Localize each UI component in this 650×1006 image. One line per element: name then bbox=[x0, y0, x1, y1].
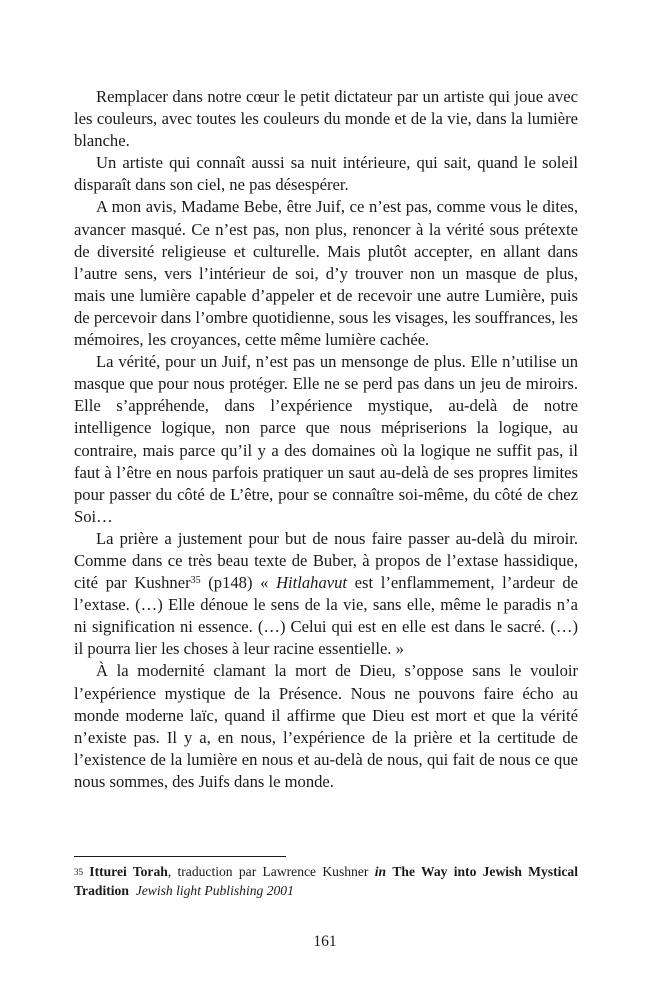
footnote-in: in bbox=[374, 864, 387, 879]
footnote-reference[interactable]: 35 bbox=[190, 575, 201, 587]
paragraph-3: A mon avis, Madame Bebe, être Juif, ce n’est pas, comme vous le dites, avancer masqué. Ce n’est pas, non plus, renoncer à la vérité sous prétexte de diversité religieuse et culturelle. Mais plutôt accepter, en allant dans l’autre sens, vers l’intérieur de soi, d’y trouver non un masque de plus, mais une lumière capable d’appeler et de recevoir une autre Lumière, puis de percevoir dans l’ombre quotidienne, sous les visages, les souffrances, les mémoires, les croyances, cette même lumière cachée. bbox=[74, 197, 578, 350]
footnote-publisher: Jewish light Publishing 2001 bbox=[135, 883, 294, 898]
paragraph-6: À la modernité clamant la mort de Dieu, s’oppose sans le vouloir l’expérience mystique de la Présence. Nous ne pouvons faire écho au monde moderne laïc, quand il affirme que Dieu est mort et que la vérité n’existe pas. Il y a, en nous, l’expérience de la prière et la certitude de l’existence de la lumière en nous et au-delà de nous, qui fait de nous ce que nous sommes, des Juifs dans le monde. bbox=[74, 661, 578, 791]
footnote-number: 35 bbox=[74, 867, 83, 877]
footnote-translation: , traduction par Lawrence Kushner bbox=[167, 864, 375, 879]
footnote-divider bbox=[74, 856, 286, 857]
footnote-book-title: The Way into Jewish Mystical Tradition bbox=[74, 864, 579, 898]
paragraph-2: Un artiste qui connaît aussi sa nuit intérieure, qui sait, quand le soleil disparaît dans son ciel, ne pas désespérer. bbox=[74, 153, 578, 195]
footnote bbox=[74, 862, 578, 900]
paragraph-4: La vérité, pour un Juif, n’est pas un mensonge de plus. Elle n’utilise un masque que pour nous protéger. Elle ne se perd pas dans un jeu de miroirs. Elle s’appréhende, dans l’expérience mystique, au-delà de notre intelligence logique, non parce que nous mépriserions la logique, au contraire, mais parce qu’il y a des domaines où la logique ne suffit pas, il faut à l’être en nous parfois pratiquer un saut au-delà de ses propres limites pour passer du côté de L’être, pour se connaître soi-même, du côté de chez Soi… bbox=[74, 352, 578, 526]
paragraph-1: Remplacer dans notre cœur le petit dictateur par un artiste qui joue avec les couleurs, avec toutes les couleurs du monde et de la vie, dans la lumière blanche. bbox=[74, 87, 578, 151]
paragraph-5-text-b: (p148) « bbox=[200, 573, 277, 593]
paragraph-5-text-c: est l’enflammement, l’ardeur de l’extase. (…) Elle dénoue le sens de la vie, sans elle, même le paradis n’a ni signification ni essence. (…) Celui qui est en elle est dans le sacré. (…) il pourra lier les choses à leur racine essentielle. » bbox=[74, 573, 578, 659]
paragraph-5 bbox=[74, 528, 578, 661]
paragraph-5-text-a: La prière a justement pour but de nous faire passer au-delà du miroir. Comme dans ce très beau texte de Buber, à propos de l’extase hassidique, cité par Kushner bbox=[74, 528, 578, 593]
hitlahavut-term: Hitlahavut bbox=[276, 573, 348, 593]
body-text bbox=[74, 86, 578, 793]
page-number: 161 bbox=[313, 933, 337, 950]
footnote-source-title: Itturei Torah bbox=[89, 864, 168, 879]
